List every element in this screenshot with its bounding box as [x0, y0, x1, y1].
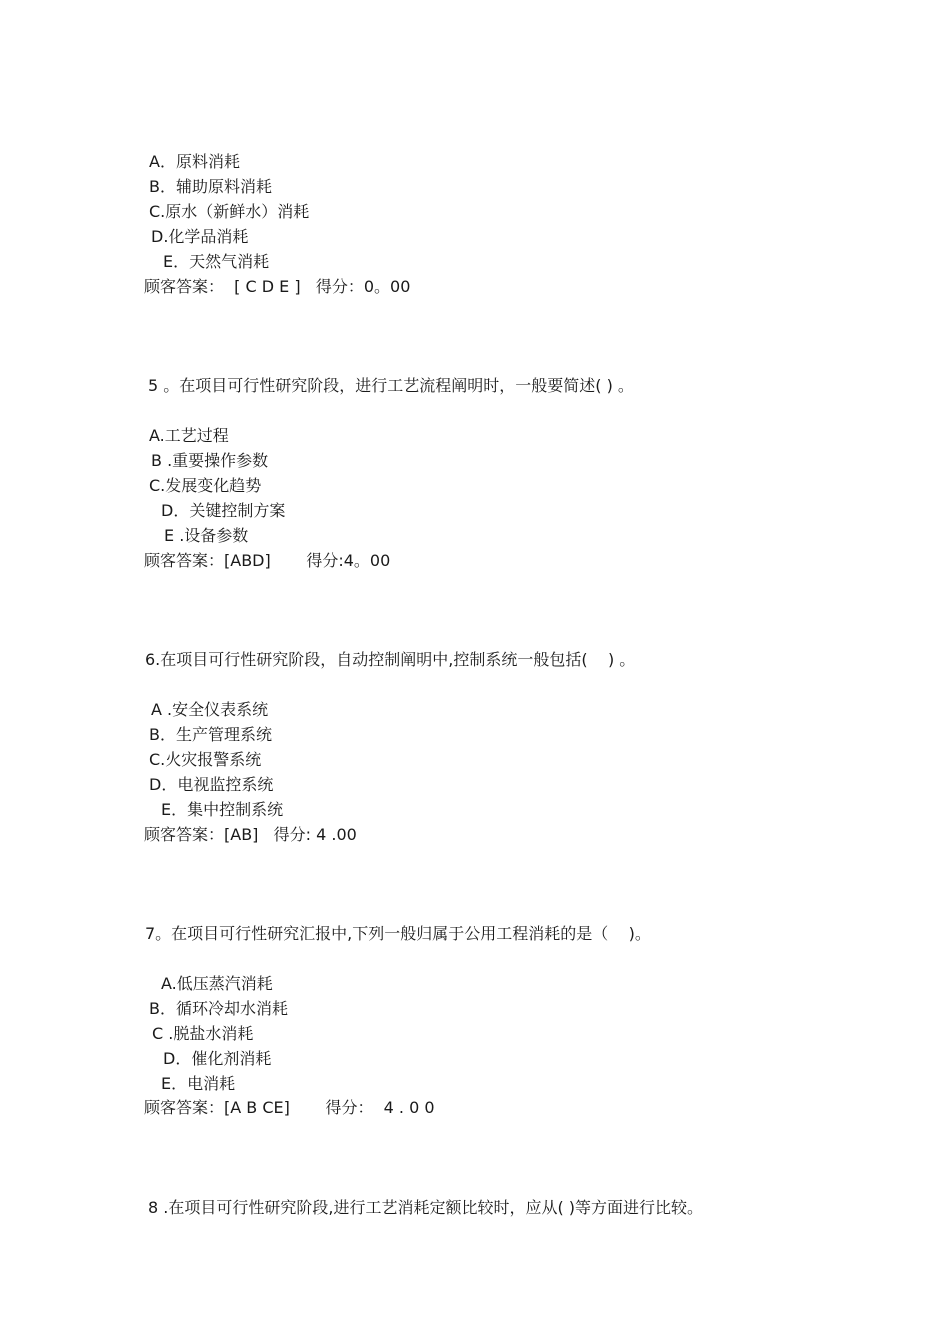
q6-customer-answer: 顾客答案：[AB] 得分: 4 .00: [144, 825, 357, 844]
q6-option-d: D．电视监控系统: [149, 775, 274, 794]
q7-option-c: C .脱盐水消耗: [152, 1024, 254, 1043]
q4-option-b: B．辅助原料消耗: [149, 177, 272, 196]
q6-option-b: B．生产管理系统: [149, 725, 272, 744]
q6-option-e: E．集中控制系统: [161, 800, 284, 819]
q7-question: 7。在项目可行性研究汇报中,下列一般归属于公用工程消耗的是（ )。: [145, 924, 651, 943]
q5-option-c: C.发展变化趋势: [149, 476, 262, 495]
q4-customer-answer: 顾客答案： [ C D E ] 得分：0。00: [144, 277, 411, 296]
q7-option-e: E．电消耗: [161, 1074, 236, 1093]
q6-option-c: C.火灾报警系统: [149, 750, 262, 769]
q5-option-b: B .重要操作参数: [151, 451, 269, 470]
q5-option-a: A.工艺过程: [149, 426, 229, 445]
q5-option-e: E .设备参数: [164, 526, 249, 545]
q7-option-d: D．催化剂消耗: [163, 1049, 272, 1068]
q7-option-a: A.低压蒸汽消耗: [161, 974, 273, 993]
q7-customer-answer: 顾客答案：[A B CE] 得分： 4 . 0 0: [144, 1098, 435, 1117]
q7-option-b: B．循环冷却水消耗: [149, 999, 288, 1018]
q5-customer-answer: 顾客答案：[ABD] 得分:4。00: [144, 551, 391, 570]
q4-option-a: A．原料消耗: [149, 152, 240, 171]
q4-option-c: C.原水（新鲜水）消耗: [149, 202, 310, 221]
q6-option-a: A .安全仪表系统: [151, 700, 269, 719]
q5-option-d: D．关键控制方案: [161, 501, 286, 520]
q4-option-d: D.化学品消耗: [151, 227, 249, 246]
q6-question: 6.在项目可行性研究阶段，自动控制阐明中,控制系统一般包括( ) 。: [145, 650, 636, 669]
q4-option-e: E．天然气消耗: [163, 252, 270, 271]
q5-question: 5 。在项目可行性研究阶段，进行工艺流程阐明时，一般要简述( ) 。: [148, 376, 634, 395]
q8-question: 8 .在项目可行性研究阶段,进行工艺消耗定额比较时，应从( )等方面进行比较。: [148, 1198, 704, 1217]
